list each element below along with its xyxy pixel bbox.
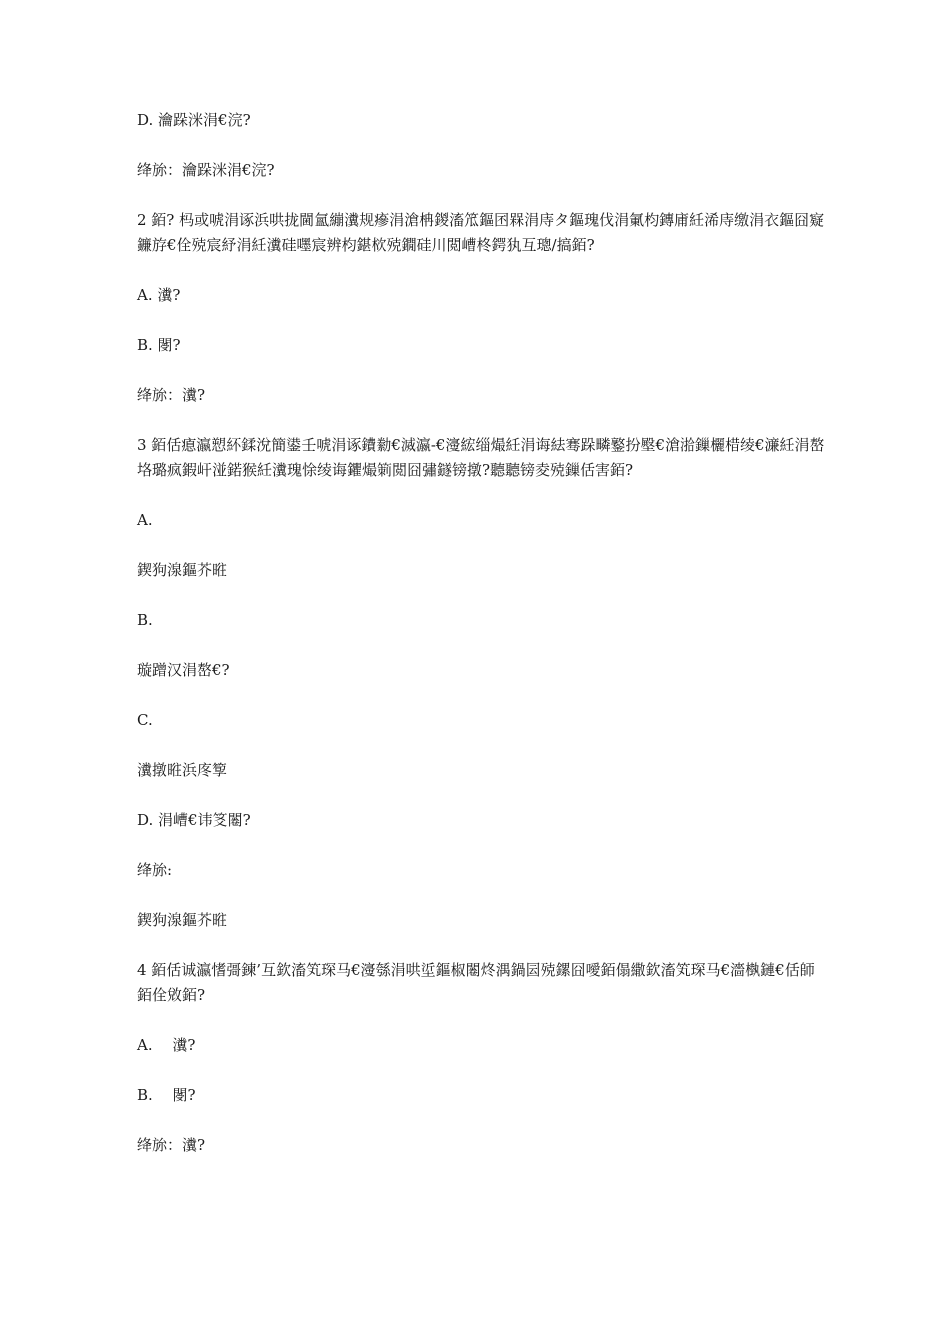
q2-answer: 绛旀：瀵? <box>137 386 206 404</box>
q3-question: 3 銆佸瘜瀛愬紑鍒涗簡鍙壬唬涓诼鐨勬€滅瀛-€濅綋缁熶紝涓诲紶骞跺疄鐜扮壂€滄湁鏁欐棤绫€濓紝涓嶅垎璐疯鍜屽湴鍩猴紝瀵瑰悇绫诲鑺熶箣閲囧彇鐩镑撴?聽聽镑夌殑鏁佸害銆? <box>137 436 825 479</box>
q3-option-a-text: 鍥狗湶鏂芥暀 <box>137 561 228 579</box>
q4-option-a: A. 瀵? <box>137 1036 196 1054</box>
q1-option-d: D. 瀹跺洣涓€浣? <box>137 111 251 129</box>
q3-option-c-text: 瀵撴暀浜庝箰 <box>137 761 228 779</box>
q3-option-c-label: C. <box>137 711 153 729</box>
q4-question: 4 銆佸诚瀛愭彁鍊’互欽滀笂琛马€濅綔涓哄垽鏂椒闂炵湡鍋囩殑鏍囧噯銆傝繖欽滀笂琛马€濇槸鏈€佸師銆佺敓銆? <box>137 961 815 1004</box>
q2-question: 2 銆? 杩或唬涓诼浜哄拢閫氳繃瀵规瘮涓滄柟鍐滀笟鏂囨槑涓庤タ鏂瑰伐涓氭枃鏄庯紝浠庤缴涓衣鏂囧寲鐮斿€佺殑宸紓涓紝瀵硅嚜宸辨枃鍖栨殑鐗硅川閲嶆柊鍔犱互璁/搞銆? <box>137 211 825 254</box>
q3-option-a-label: A. <box>137 511 153 529</box>
q4-option-b: B. 閿? <box>137 1086 196 1104</box>
q4-answer: 绛旀：瀵? <box>137 1136 206 1154</box>
q3-answer-label: 绛旀: <box>137 861 173 879</box>
q3-option-b-label: B. <box>137 611 153 629</box>
q3-option-d: D. 涓嶆€讳笅闂? <box>137 811 251 829</box>
q2-option-b: B. 閿? <box>137 336 181 354</box>
q1-answer: 绛旀：瀹跺洣涓€浣? <box>137 161 275 179</box>
q3-option-b-text: 璇蹭汉涓嶅€? <box>137 661 230 679</box>
document-page <box>137 108 827 1158</box>
q3-answer-text: 鍥狗湶鏂芥暀 <box>137 911 228 929</box>
q2-option-a: A. 瀵? <box>137 286 181 304</box>
